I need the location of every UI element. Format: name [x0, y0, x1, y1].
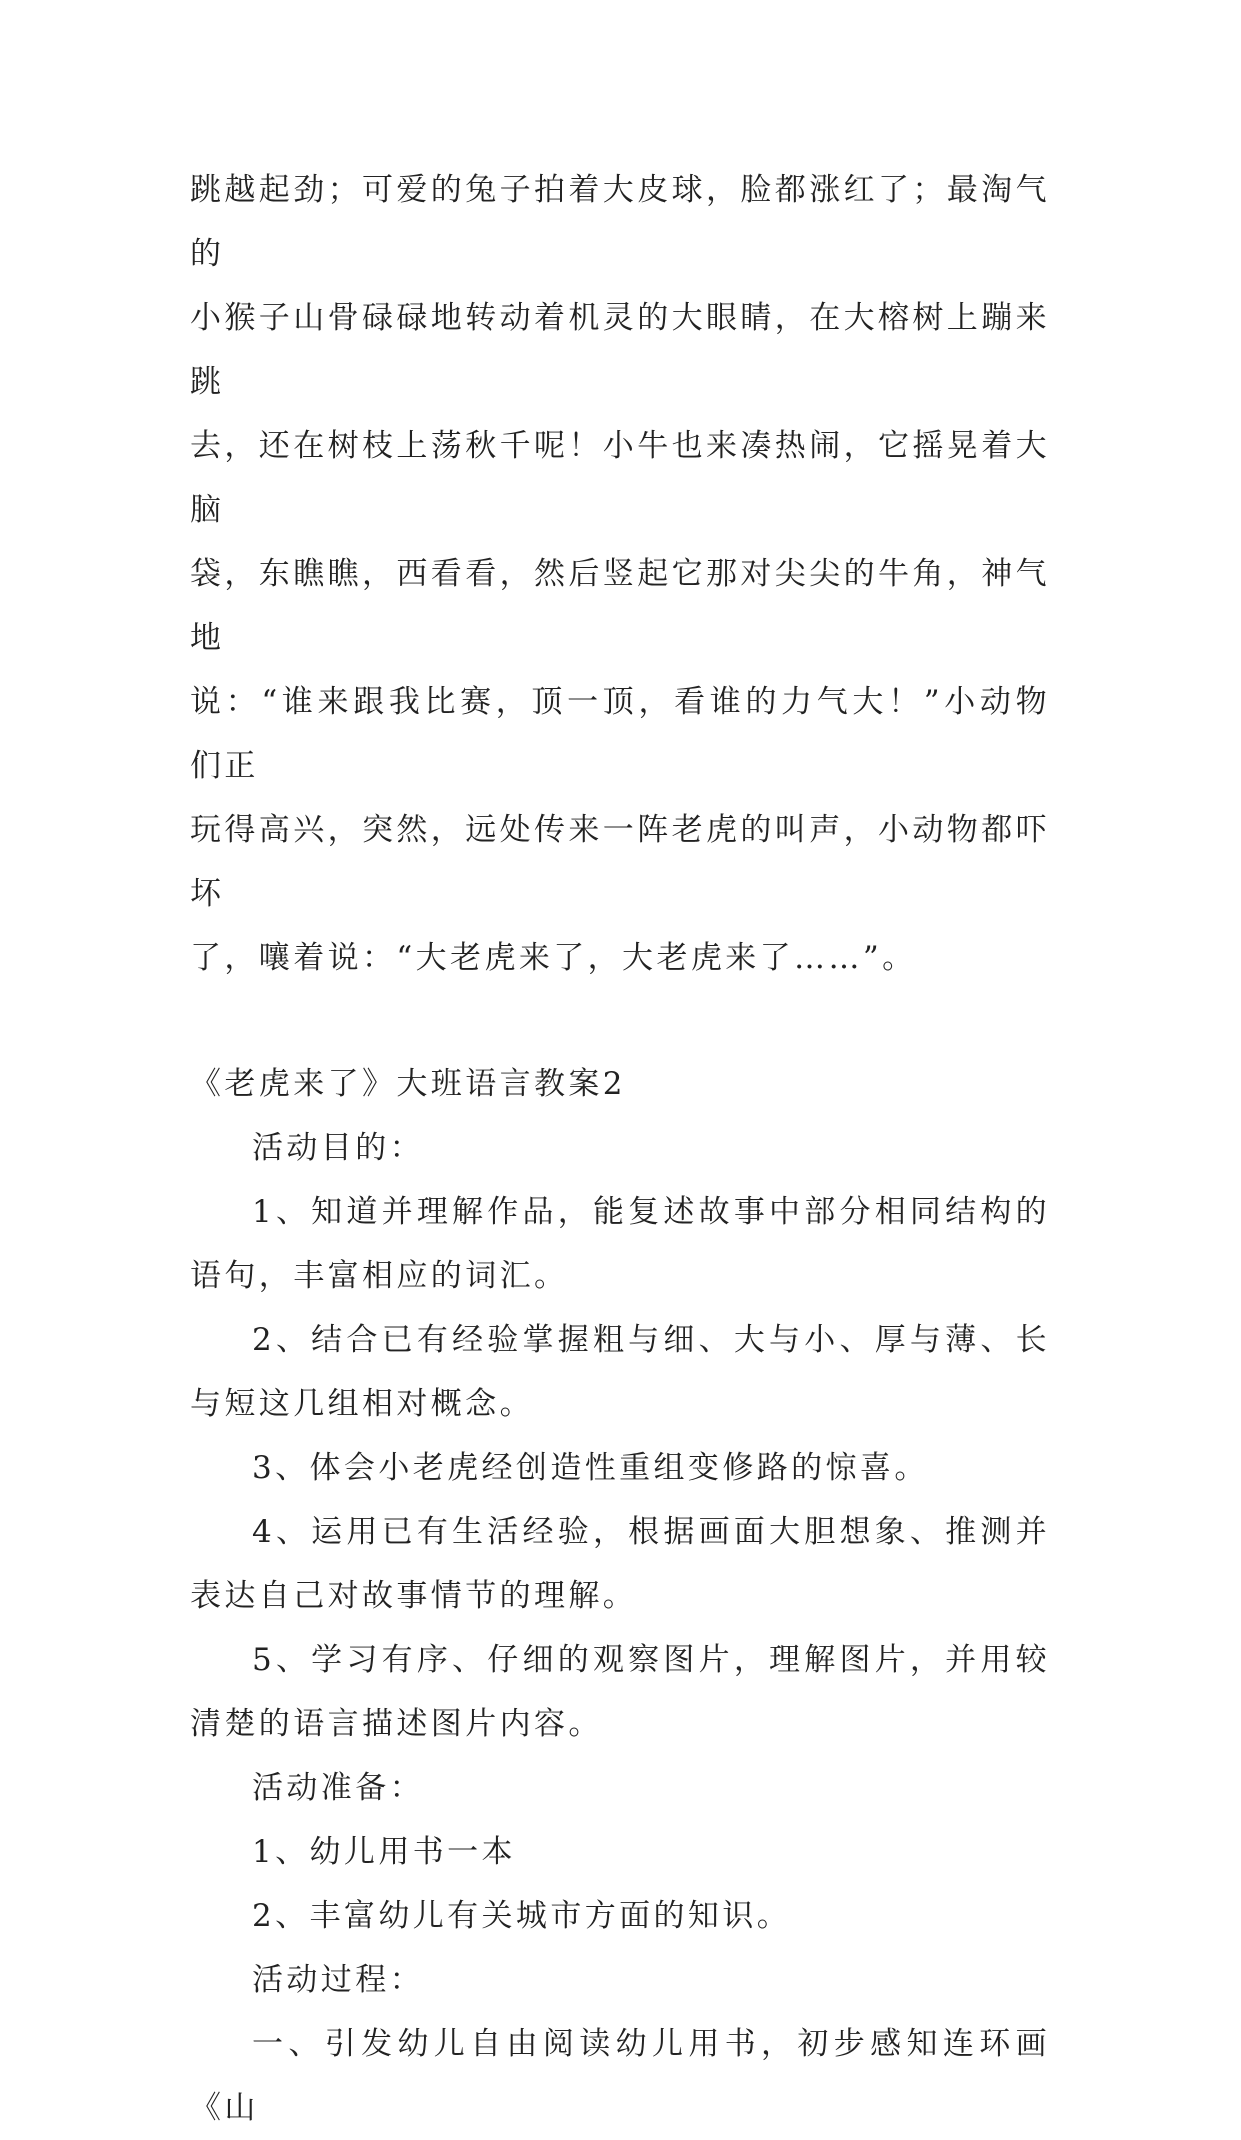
intro-line: 跳越起劲；可爱的兔子拍着大皮球，脸都涨红了；最淘气的: [190, 172, 1050, 272]
goal-item: 5、学习有序、仔细的观察图片，理解图片，并用较清楚的语言描述图片内容。: [190, 1642, 1050, 1742]
goal-item: 4、运用已有生活经验，根据画面大胆想象、推测并表达自己对故事情节的理解。: [190, 1514, 1050, 1614]
preparation-heading: 活动准备：: [252, 1770, 424, 1806]
process-heading: 活动过程：: [252, 1962, 424, 1998]
preparation-item: 1、幼儿用书一本: [252, 1834, 516, 1870]
intro-paragraph: [190, 158, 1050, 990]
intro-line: 玩得高兴，突然，远处传来一阵老虎的叫声，小动物都吓坏: [190, 812, 1050, 912]
intro-line: 去，还在树枝上荡秋千呢！小牛也来凑热闹，它摇晃着大脑: [190, 428, 1050, 528]
intro-line: 说：“谁来跟我比赛，顶一顶，看谁的力气大！”小动物们正: [190, 684, 1050, 784]
document-page: [190, 158, 1050, 2140]
section-title: 《老虎来了》大班语言教案2: [190, 1066, 626, 1102]
preparation-item: 2、丰富幼儿有关城市方面的知识。: [252, 1898, 792, 1934]
process-item: 一、引发幼儿自由阅读幼儿用书，初步感知连环画《山: [190, 2026, 1050, 2126]
section-gap: [190, 990, 1050, 1052]
intro-line: 小猴子山骨碌碌地转动着机灵的大眼睛，在大榕树上蹦来跳: [190, 300, 1050, 400]
goal-item: 3、体会小老虎经创造性重组变修路的惊喜。: [252, 1450, 929, 1486]
intro-line: 了，嚷着说：“大老虎来了，大老虎来了……”。: [190, 940, 917, 976]
goal-item: 1、知道并理解作品，能复述故事中部分相同结构的语句，丰富相应的词汇。: [190, 1194, 1050, 1294]
goal-item: 2、结合已有经验掌握粗与细、大与小、厚与薄、长与短这几组相对概念。: [190, 1322, 1050, 1422]
goals-heading: 活动目的：: [252, 1130, 424, 1166]
intro-line: 袋，东瞧瞧，西看看，然后竖起它那对尖尖的牛角，神气地: [190, 556, 1050, 656]
